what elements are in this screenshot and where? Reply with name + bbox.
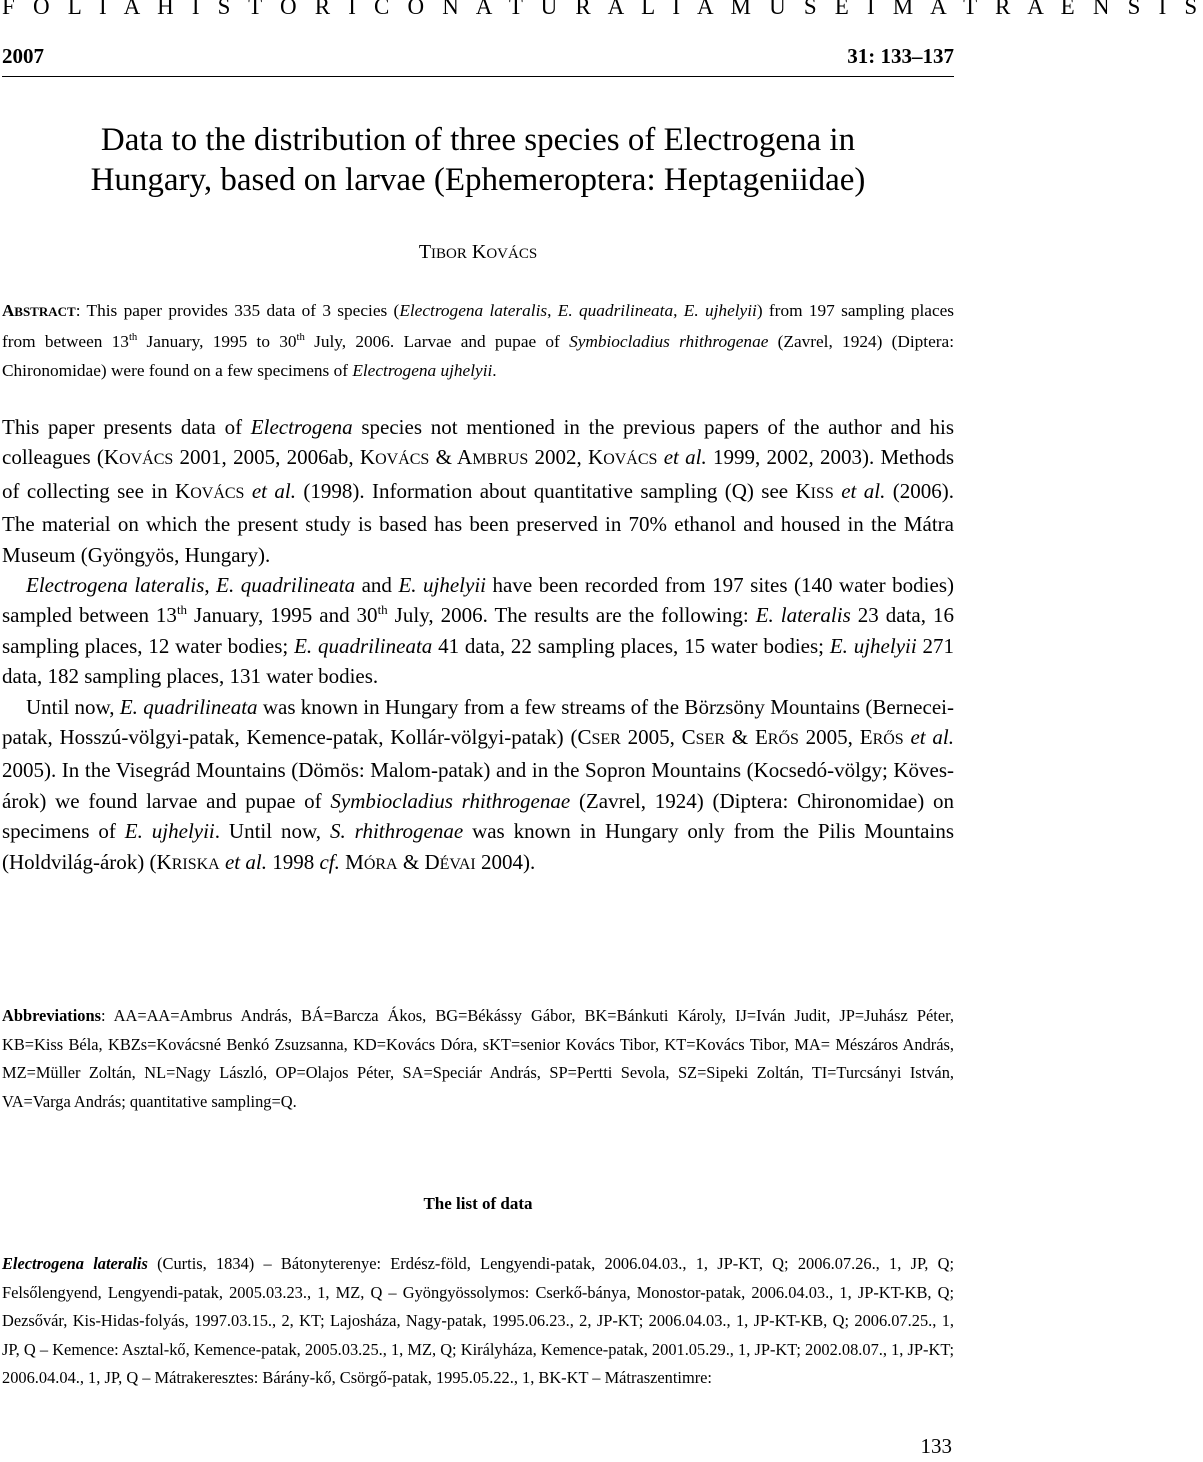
abstract: ABSTRACT: This paper provides 335 data of 3 species (Electrogena lateralis, E. quadrilineata, E. ujhelyii) from 197 sampling places from between 13th January, 1995 to 30th July, 2006. Larvae and pupae of Symbiocladius rhithrogenae (Zavrel, 1924) (Diptera: Chironomidae) were found on a few specimens of Electrogena ujhelyii. [2, 301, 955, 380]
data-entry-electrogena-lateralis: Electrogena lateralis (Curtis, 1834) – Bátonyterenye: Erdész-föld, Lengyendi-patak, 2006.04.03., 1, JP-KT, Q; 2006.07.26., 1, JP, Q; Felsőlengyend, Lengyendi-patak, 2005.03.23., 1, MZ, Q – Gyöngyössolymos: Cserkő-bánya, Monostor-patak, 2006.04.03., 1, JP-KT-KB, Q; Dezsővár, Kis-Hidas-folyás, 1997.03.15., 2, KT; Lajosháza, Nagy-patak, 1995.06.23., 2, JP-KT; 2006.04.03., 1, JP-KT-KB, Q; 2006.07.25., 1, JP, Q – Kemence: Asztal-kő, Kemence-patak, 2005.03.25., 1, MZ, Q; Királyháza, Kemence-patak, 2001.05.29., 1, JP-KT; 2002.08.07., 1, JP-KT; 2006.04.04., 1, JP, Q – Mátrakeresztes: Bárány-kő, Csörgő-patak, 1995.05.22., 1, BK-KT – Mátraszentimre: [2, 1254, 954, 1388]
paper-title-line-2: Hungary, based on larvae (Ephemeroptera: Heptageniidae) [90, 162, 866, 198]
body-paragraph-3: Until now, E. quadrilineata was known in Hungary from a few streams of the Börzsöny Mountains (Bernecei-patak, Hosszú-völgyi-patak, Kemence-patak, Kollár-völgyi-patak) (CSER 2005, CSER & ERŐS 2005, ERŐS et al. 2005). In the Visegrád Mountains (Dömös: Malom-patak) and in the Sopron Mountains (Kocsedó-völgy; Köves-árok) we found larvae and pupae of Symbiocladius rhithrogenae (Zavrel, 1924) (Diptera: Chironomidae) on specimens of E. ujhelyii. Until now, S. rhithrogenae was known in Hungary only from the Pilis Mountains (Holdvilág-árok) (KRISKA et al. 1998 cf. MÓRA & DÉVAI 2004). [2, 694, 955, 874]
body-text [2, 412, 954, 880]
issue-volume-pages: 31: 133–137 [847, 44, 954, 68]
species-name: Electrogena lateralis [2, 1254, 148, 1273]
author-name: TIBOR KOVÁCS [418, 241, 538, 263]
abstract-label: ABSTRACT [2, 301, 76, 320]
issue-year: 2007 [2, 44, 44, 68]
abbreviations-label: Abbreviations [2, 1006, 101, 1025]
paper-title-line-1: Data to the distribution of three species of Electrogena in [100, 122, 856, 158]
journal-title: F O L I A H I S T O R I C O N A T U R A L I A M U S E I M A T R A E N S I S [2, 0, 1203, 19]
paper-title [2, 120, 954, 200]
page-number: 133 [920, 1434, 952, 1458]
abbreviations-paragraph: Abbreviations: AA=AA=Ambrus András, BÁ=Barcza Ákos, BG=Békássy Gábor, BK=Bánkuti Károly, IJ=Iván Judit, JP=Juhász Péter, KB=Kiss Béla, KBZs=Kovácsné Benkó Zsuzsanna, KD=Kovács Dóra, sKT=senior Kovács Tibor, KT=Kovács Tibor, MA= Mészáros András, MZ=Müller Zoltán, NL=Nagy László, OP=Olajos Péter, SA=Speciár András, SP=Pertti Sevola, SZ=Sipeki Zoltán, TI=Turcsányi István, VA=Varga András; quantitative sampling=Q. [2, 1006, 954, 1111]
header-rule [2, 76, 954, 77]
list-of-data-heading: The list of data [423, 1194, 533, 1213]
body-paragraph-1: This paper presents data of Electrogena species not mentioned in the previous papers of the author and his colleagues (KOVÁCS 2001, 2005, 2006ab, KOVÁCS & AMBRUS 2002, KOVÁCS et al. 1999, 2002, 2003). Methods of collecting see in KOVÁCS et al. (1998). Information about quantitative sampling (Q) see KISS et al. (2006). The material on which the present study is based has been preserved in 70% ethanol and housed in the Mátra Museum (Gyöngyös, Hungary). [2, 415, 954, 567]
issue-meta [2, 44, 954, 69]
body-paragraph-2: Electrogena lateralis, E. quadrilineata and E. ujhelyii have been recorded from 197 sites (140 water bodies) sampled between 13th January, 1995 and 30th July, 2006. The results are the following: E. lateralis 23 data, 16 sampling places, 12 water bodies; E. quadrilineata 41 data, 22 sampling places, 15 water bodies; E. ujhelyii 271 data, 182 sampling places, 131 water bodies. [2, 573, 954, 689]
